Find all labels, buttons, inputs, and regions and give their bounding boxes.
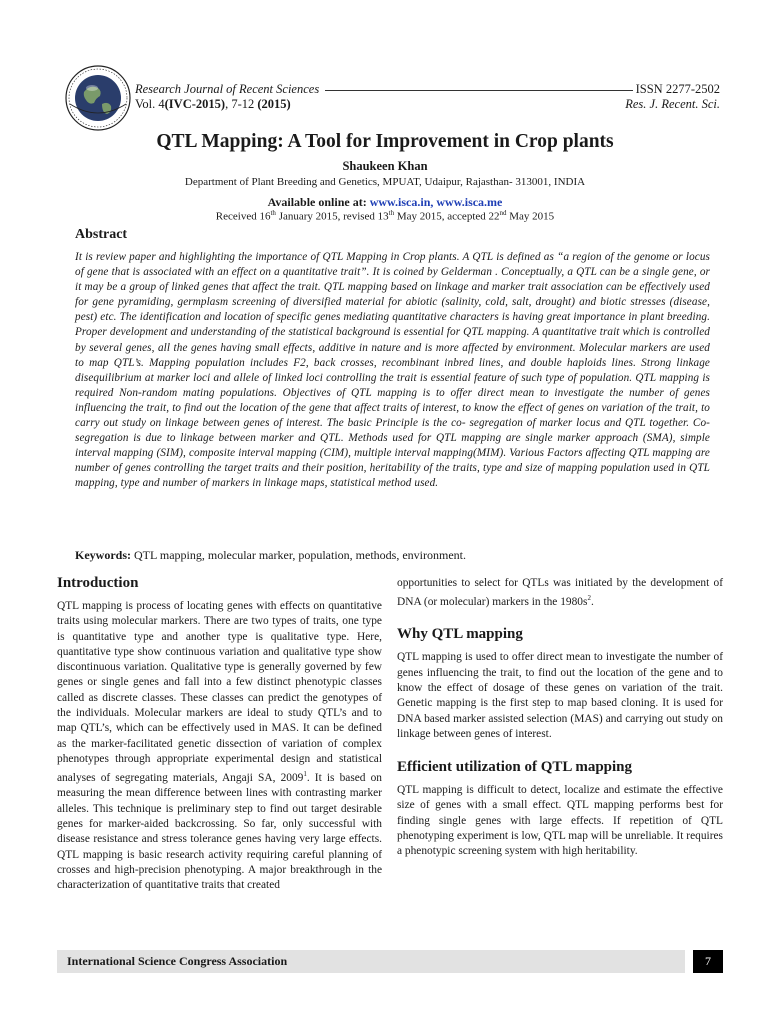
citation-1: 1: [303, 770, 307, 779]
right-column: [397, 576, 723, 860]
abstract-text: It is review paper and highlighting the importance of QTL Mapping in Crop plants. A QTL is defined as “a region of the genome or locus of gene that is associated with an effect on a quantitative trait”. It is coined by Gelderman . Conceptually, a QTL can be a single gene, or it may be a group of linked genes that affect the trait. QTL mapping based on linkage and marker trait association can be effectively used for gene pyramiding, germplasm screening of diversified material for abiotic (salinity, cold, salt, drought) and biotic stresses (disease, pest) etc. The identification and location of specific genes mediating quantitative characters is having great importance in plant breeding. Proper development and understanding of the statistical background is essential for QTL mapping. A quantitative trait which is controlled by several genes, all the genes having small effects, additive in nature and is more affected by environment. Molecular markers are used to map QTL’s. Mapping population includes F2, back crosses, recombinant inbred lines, and double haploids lines. Strong linkage disequilibrium at marker loci and allele of linked loci controlling the trait is essential feature of such type of population. QTL mapping is required Non-random mating populations. Objectives of QTL mapping is to offer direct mean to investigate the number of genes influencing the trait, to find out the location of the gene that affect traits of interest, to know the effect of genes on variation of the trait, to carry out study on linkage between genes of interest. The basic Principle is the co- segregation of marker locus and QTL together. Co-segregation is due to linkage between marker and QTL. Methods used for QTL mapping are single marker approach (SMA), simple interval mapping (SIM), composite interval mapping (CIM), multiple interval mapping(MIM). Various Factors affecting QTL mapping are number of genes controlling the target traits and their position, heritability of the traits, type and size of mapping population used in QTL mapping, type and number of markers in linkage maps, statistical method used.: [75, 251, 710, 490]
footer-bar: [57, 950, 685, 973]
why-qtl-text: QTL mapping is used to offer direct mean to investigate the number of genes influencing the trait, to find out the location of the gene and to know the effect of dosage of these genes on variation of the trait. Genetic mapping is the first step to map based cloning. It is used for DNA based marker assisted selection (MAS) and carrying out study on linkage between genes of interest.: [397, 651, 723, 740]
issn: ISSN 2277-2502: [635, 82, 720, 96]
author: Shaukeen Khan: [342, 159, 428, 173]
header-rule: [325, 90, 633, 91]
paper-title: QTL Mapping: A Tool for Improvement in Crop plants: [156, 131, 614, 152]
journal-name: Research Journal of Recent Sciences: [135, 82, 320, 96]
received-dates: Received 16th January 2015, revised 13th May 2015, accepted 22nd May 2015: [215, 209, 555, 223]
introduction-continued: opportunities to select for QTLs was initiated by the development of DNA (or molecular) markers in the $1980s^2$.: [397, 577, 723, 609]
available-online: Available online at: www.isca.in, www.isca.me: [267, 195, 503, 209]
keywords: Keywords: QTL mapping, molecular marker, population, methods, environment.: [75, 548, 466, 562]
introduction-text: QTL mapping is process of locating genes with effects on quantitative traits using molecular markers. There are two types of traits, one type is quantitative type and another type is qualitative type. Here, quantitative type show continuous variation and qualitative type show discontinuous variation. Qualitative type is generally governed by few genes or single genes and fall into a few distinct phenotypic classes called as discrete classes. These classes can predict the genotypes of the individuals. Molecular markers are ideal to study QTL’s and to map QTL’s, which can be effectively used in MAS. It can be defined as the marker-facilitated genetic dissection of variation of complex phenotypes through appropriate experimental design and statistical analyses of segregating materials, Angaji SA, 2009$^1$. It is based on measuring the mean difference between lines with contrasting marker alleles. This technique is preliminary step to find out target desirable genes for marker-aided backcrossing. So far, only successful with disease resistance and stress tolerance genes having very large effects. QTL mapping is basic research activity requiring careful planning of crosses and high-precision phenotyping. A major breakthrough in the characterization of quantitative traits that created: [57, 600, 382, 892]
journal-header-right: [625, 82, 720, 112]
affiliation: Department of Plant Breeding and Genetics, MPUAT, Udaipur, Rajasthan- 313001, INDIA: [184, 176, 586, 188]
journal-header: [135, 82, 633, 112]
volume-line: Vol. 4(IVC-2015), 7-12 (2015): [135, 97, 291, 111]
isca-logo-icon: [64, 64, 132, 132]
journal-links[interactable]: www.isca.in, www.isca.me: [369, 195, 503, 209]
footer-org: International Science Congress Association: [67, 954, 288, 968]
abstract-heading: Abstract: [75, 227, 128, 242]
efficient-utilization-text: QTL mapping is difficult to detect, localize and estimate the effective size of genes with a small effect. QTL mapping performs best for finding single genes with large effects. If repetition of QTL phenotyping experiment is low, QTL map will be unreliable. It requires a phenotypic screening system with high heritability.: [397, 784, 723, 858]
why-qtl-heading: Why QTL mapping: [397, 626, 523, 643]
citation-2: 2: [587, 594, 591, 603]
left-column: [57, 575, 382, 893]
page-number: 7: [693, 950, 723, 973]
journal-abbrev: Res. J. Recent. Sci.: [625, 97, 720, 111]
efficient-utilization-heading: Efficient utilization of QTL mapping: [397, 759, 633, 776]
introduction-heading: Introduction: [57, 575, 139, 591]
